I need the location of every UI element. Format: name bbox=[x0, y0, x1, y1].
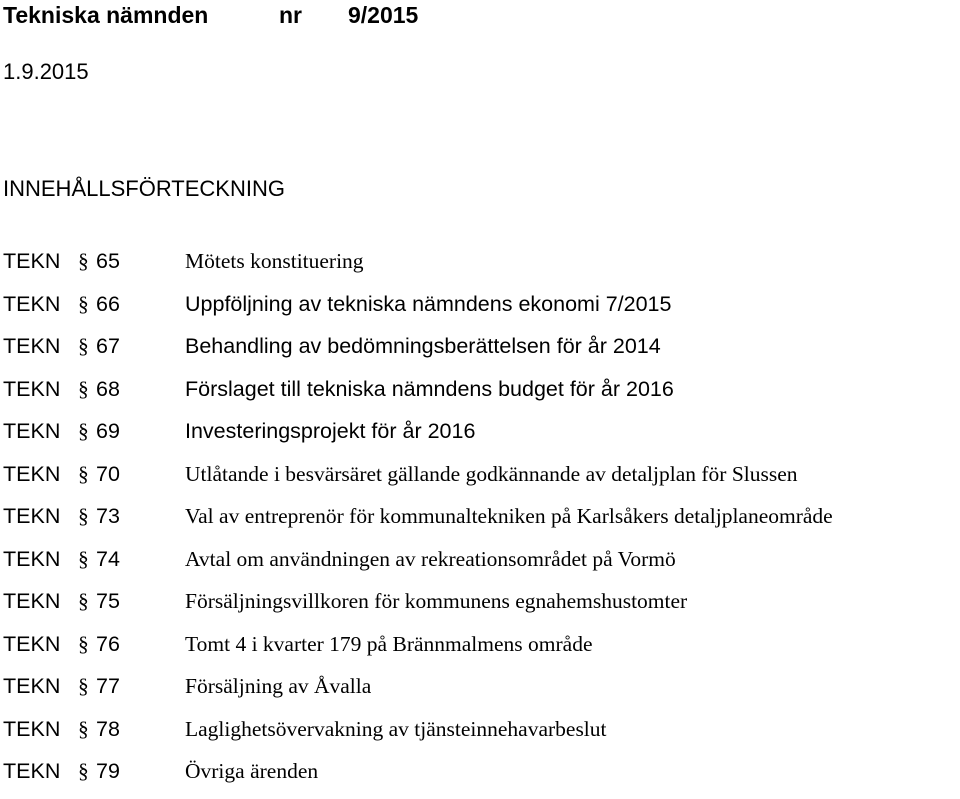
toc-ref: TEKN bbox=[3, 249, 61, 273]
toc-number: 77 bbox=[96, 674, 120, 698]
toc-row bbox=[0, 331, 960, 374]
section-sign: § bbox=[78, 334, 89, 358]
toc-row bbox=[0, 544, 960, 587]
toc-topic: Utlåtande i besvärsäret gällande godkännande av detaljplan för Slussen bbox=[185, 461, 798, 486]
section-sign: § bbox=[78, 504, 89, 528]
section-sign: § bbox=[78, 631, 89, 656]
table-of-contents bbox=[0, 246, 960, 799]
toc-row bbox=[0, 289, 960, 332]
section-sign: § bbox=[78, 546, 89, 571]
toc-number: 67 bbox=[96, 334, 120, 358]
section-sign: § bbox=[78, 376, 89, 401]
toc-number: 74 bbox=[96, 546, 120, 571]
section-sign: § bbox=[78, 291, 89, 316]
toc-row bbox=[0, 501, 960, 544]
meeting-number: 9/2015 bbox=[348, 2, 419, 28]
section-sign: § bbox=[78, 249, 89, 273]
toc-row bbox=[0, 714, 960, 757]
toc-number: 79 bbox=[96, 759, 120, 783]
section-sign: § bbox=[78, 674, 89, 698]
toc-topic: Laglighetsövervakning av tjänsteinnehavarbeslut bbox=[185, 716, 607, 741]
toc-row bbox=[0, 586, 960, 629]
toc-number: 76 bbox=[96, 631, 120, 656]
toc-ref: TEKN bbox=[3, 631, 61, 656]
number-label: nr bbox=[279, 2, 302, 28]
toc-number: 75 bbox=[96, 589, 120, 613]
toc-ref: TEKN bbox=[3, 546, 61, 571]
toc-title: INNEHÅLLSFÖRTECKNING bbox=[3, 176, 285, 201]
toc-row bbox=[0, 416, 960, 459]
toc-row bbox=[0, 756, 960, 799]
toc-number: 73 bbox=[96, 504, 120, 528]
toc-row bbox=[0, 629, 960, 672]
toc-topic: Avtal om användningen av rekreationsområdet på Vormö bbox=[185, 546, 676, 571]
toc-row bbox=[0, 246, 960, 289]
toc-topic: Tomt 4 i kvarter 179 på Brännmalmens område bbox=[185, 631, 593, 656]
toc-ref: TEKN bbox=[3, 376, 61, 401]
toc-ref: TEKN bbox=[3, 291, 61, 316]
toc-number: 68 bbox=[96, 376, 120, 401]
toc-number: 69 bbox=[96, 419, 120, 443]
toc-ref: TEKN bbox=[3, 716, 61, 741]
toc-number: 65 bbox=[96, 249, 120, 273]
toc-number: 78 bbox=[96, 716, 120, 741]
toc-ref: TEKN bbox=[3, 674, 61, 698]
toc-ref: TEKN bbox=[3, 461, 61, 486]
toc-topic: Försäljningsvillkoren för kommunens egnahemshustomter bbox=[185, 589, 688, 613]
toc-topic: Uppföljning av tekniska nämndens ekonomi 7/2015 bbox=[185, 291, 672, 316]
section-sign: § bbox=[78, 759, 89, 783]
section-sign: § bbox=[78, 589, 89, 613]
toc-ref: TEKN bbox=[3, 419, 61, 443]
toc-row bbox=[0, 671, 960, 714]
toc-number: 70 bbox=[96, 461, 120, 486]
toc-topic: Investeringsprojekt för år 2016 bbox=[185, 419, 476, 443]
toc-ref: TEKN bbox=[3, 334, 61, 358]
section-sign: § bbox=[78, 461, 89, 486]
toc-topic: Mötets konstituering bbox=[185, 249, 364, 273]
section-sign: § bbox=[78, 716, 89, 741]
toc-topic: Förslaget till tekniska nämndens budget för år 2016 bbox=[185, 376, 674, 401]
toc-topic: Försäljning av Åvalla bbox=[185, 674, 372, 698]
toc-row bbox=[0, 374, 960, 417]
section-sign: § bbox=[78, 419, 89, 443]
toc-topic: Val av entreprenör för kommunaltekniken på Karlsåkers detaljplaneområde bbox=[185, 504, 833, 528]
committee-name: Tekniska nämnden bbox=[3, 2, 209, 28]
toc-number: 66 bbox=[96, 291, 120, 316]
toc-row bbox=[0, 459, 960, 502]
meeting-date: 1.9.2015 bbox=[3, 59, 89, 84]
toc-topic: Behandling av bedömningsberättelsen för år 2014 bbox=[185, 334, 661, 358]
toc-ref: TEKN bbox=[3, 589, 61, 613]
toc-ref: TEKN bbox=[3, 759, 61, 783]
toc-ref: TEKN bbox=[3, 504, 61, 528]
toc-topic: Övriga ärenden bbox=[185, 759, 319, 783]
